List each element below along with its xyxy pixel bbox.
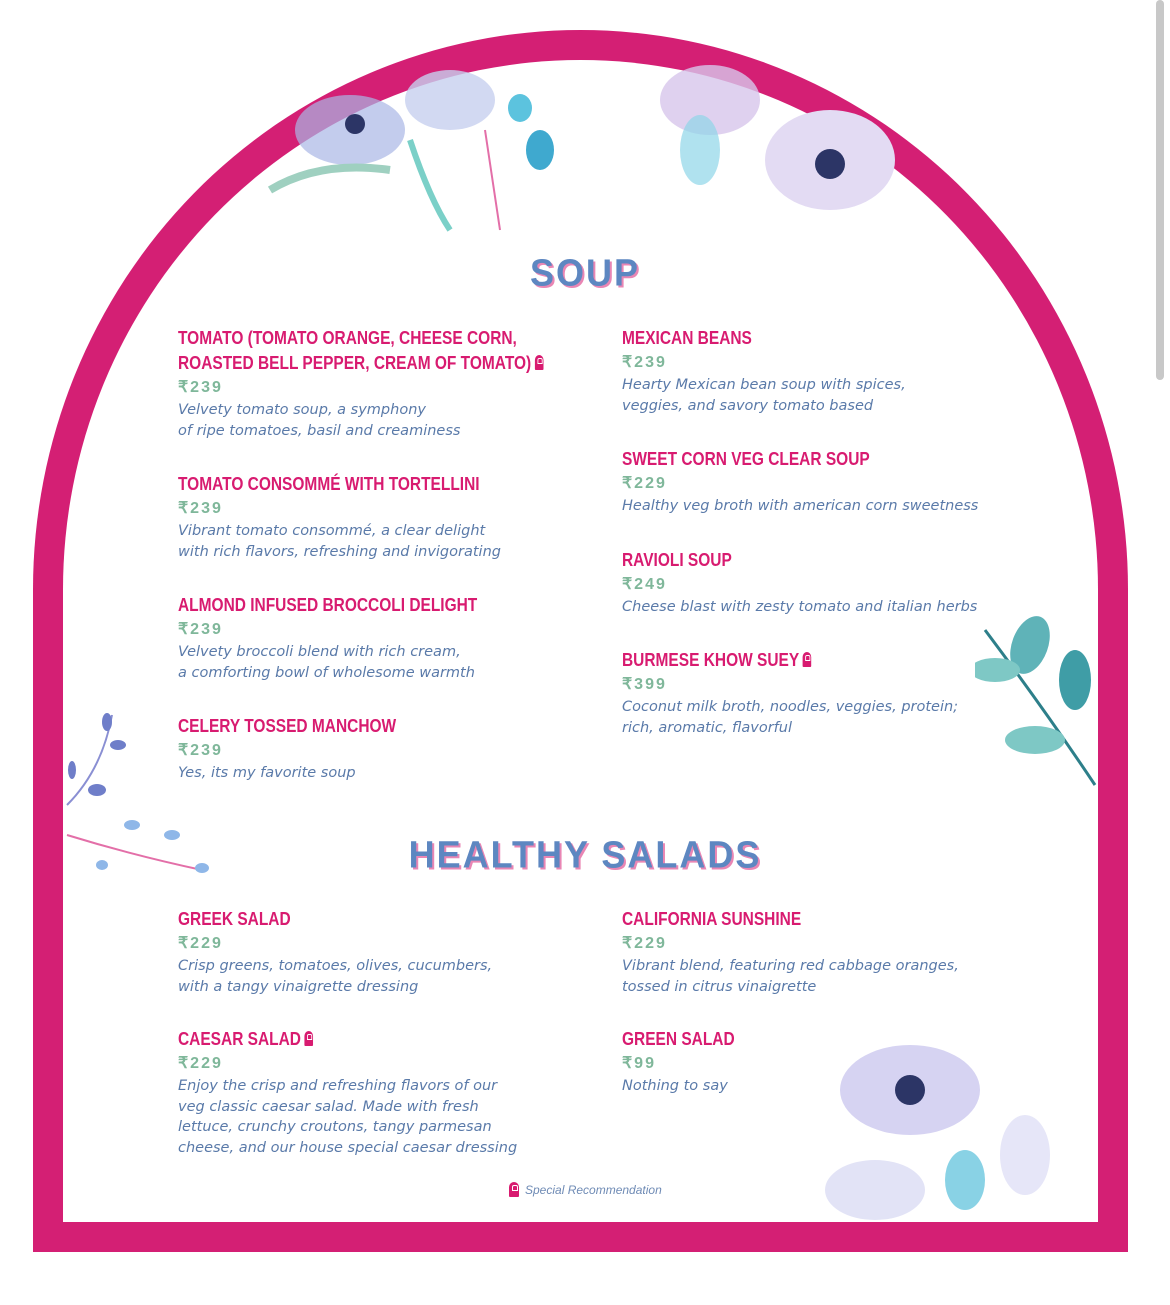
menu-item [178, 472, 608, 562]
menu-item [622, 447, 1052, 517]
item-description: tossed in citrus vinaigrette [622, 978, 817, 995]
special-recommendation-icon [535, 355, 544, 370]
item-description: with a tangy vinaigrette dressing [178, 978, 419, 995]
item-price: ₹229 [622, 475, 667, 492]
item-price: ₹239 [178, 742, 223, 759]
item-name-text: ROASTED BELL PEPPER, CREAM OF TOMATO) [178, 353, 532, 373]
item-description: Velvety broccoli blend with rich cream, [178, 644, 461, 660]
item-name: TOMATO (TOMATO ORANGE, CHEESE CORN, [178, 328, 517, 348]
item-description: Hearty Mexican bean soup with spices, [622, 377, 906, 393]
item-name: GREEK SALAD [178, 909, 291, 929]
item-name: CALIFORNIA SUNSHINE [622, 909, 802, 929]
special-recommendation-icon [509, 1182, 519, 1197]
section-title-healthy-salads: HEALTHY SALADS [408, 832, 762, 876]
item-description: Nothing to say [622, 1078, 728, 1094]
item-name: GREEN SALAD [622, 1029, 735, 1049]
legend-label: Special Recommendation [525, 1182, 662, 1197]
item-price: ₹239 [178, 500, 223, 517]
item-name-line [622, 648, 992, 673]
menu-item [178, 714, 608, 784]
item-name: CELERY TOSSED MANCHOW [178, 716, 397, 736]
floral-top-decoration [230, 60, 910, 260]
item-name: CAESAR SALAD [178, 1029, 301, 1049]
item-price: ₹399 [622, 676, 667, 693]
item-description: Enjoy the crisp and refreshing flavors of our [178, 1078, 498, 1094]
menu-item [178, 326, 608, 441]
item-description: Vibrant blend, featuring red cabbage oranges, [622, 958, 959, 974]
item-description: Coconut milk broth, noodles, veggies, protein; [622, 699, 959, 715]
item-name-line2 [178, 351, 548, 376]
item-name: BURMESE KHOW SUEY [622, 650, 800, 670]
scrollbar-thumb[interactable] [1156, 0, 1164, 380]
legend [505, 1182, 662, 1197]
item-description: Cheese blast with zesty tomato and italian herbs [622, 599, 978, 615]
item-price: ₹229 [178, 1055, 223, 1072]
item-price: ₹239 [622, 354, 667, 371]
item-price: ₹239 [178, 379, 223, 396]
item-description: lettuce, crunchy croutons, tangy parmesan [178, 1119, 492, 1135]
item-price: ₹239 [178, 621, 223, 638]
menu-item [622, 648, 1052, 738]
item-description: Crisp greens, tomatoes, olives, cucumbers, [178, 958, 493, 974]
item-description: of ripe tomatoes, basil and creaminess [178, 422, 461, 439]
item-name: MEXICAN BEANS [622, 328, 752, 348]
item-description: rich, aromatic, flavorful [622, 719, 792, 736]
menu-item [178, 1027, 608, 1158]
item-price: ₹99 [622, 1055, 656, 1072]
item-description: Yes, its my favorite soup [178, 765, 356, 781]
item-description: a comforting bowl of wholesome warmth [178, 664, 475, 681]
item-name: TOMATO CONSOMMÉ WITH TORTELLINI [178, 474, 480, 494]
item-name: RAVIOLI SOUP [622, 550, 732, 570]
item-name-line [178, 1027, 548, 1052]
menu-item [622, 907, 1052, 997]
menu-item [622, 326, 1052, 416]
special-recommendation-icon [304, 1031, 313, 1046]
item-name: ALMOND INFUSED BROCCOLI DELIGHT [178, 595, 478, 615]
menu-item [178, 907, 608, 997]
item-description: with rich flavors, refreshing and invigorating [178, 543, 501, 560]
item-description: cheese, and our house special caesar dressing [178, 1139, 518, 1156]
menu-item [622, 1027, 1052, 1097]
special-recommendation-icon [803, 652, 812, 667]
item-description: veg classic caesar salad. Made with fresh [178, 1098, 479, 1115]
item-description: Vibrant tomato consommé, a clear delight [178, 523, 486, 539]
item-price: ₹249 [622, 576, 667, 593]
section-title-soup: SOUP [529, 250, 641, 294]
item-price: ₹229 [178, 935, 223, 952]
item-description: Healthy veg broth with american corn sweetness [622, 498, 979, 514]
item-name: SWEET CORN VEG CLEAR SOUP [622, 449, 870, 469]
item-price: ₹229 [622, 935, 667, 952]
item-description: veggies, and savory tomato based [622, 397, 874, 414]
item-description: Velvety tomato soup, a symphony [178, 402, 426, 418]
menu-item [178, 593, 608, 683]
menu-item [622, 548, 1052, 618]
